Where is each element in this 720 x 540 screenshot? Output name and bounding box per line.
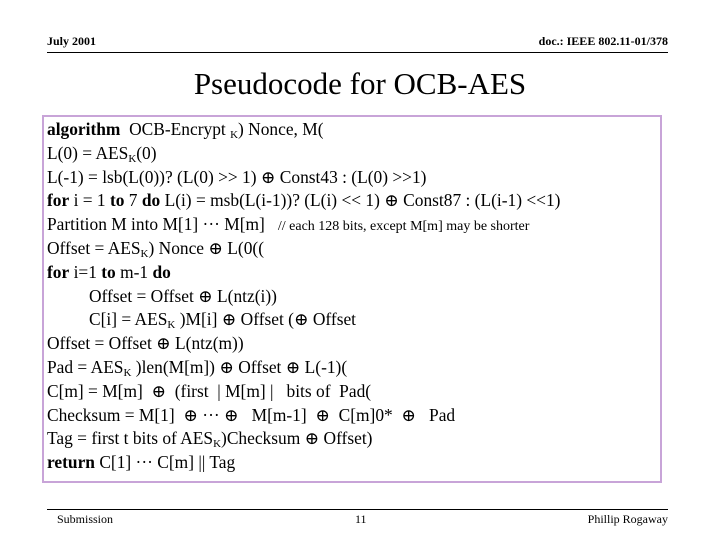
- subscript: K: [128, 152, 137, 165]
- subscript: K: [213, 438, 222, 451]
- code-line-9: $C[i] = AES_K$ )M[i] ⊕ Offset (⊕ Offset: [89, 309, 357, 332]
- code-line-10: Offset = Offset ⊕ L(ntz(m)): [47, 333, 244, 354]
- footer-author: Phillip Rogaway: [587, 512, 668, 526]
- header-divider: [47, 52, 668, 53]
- code-line-1: algorithm OCB-Encrypt $_K$) Nonce, M(: [47, 119, 324, 141]
- page-title: Pseudocode for OCB-AES: [193, 66, 527, 101]
- subscript: K: [123, 366, 132, 379]
- subscript: K: [167, 319, 176, 332]
- code-line-2: $L(0) = AES_K(0)$: [47, 142, 157, 165]
- code-line-14: Tag = first t bits of $AES_K)Checksum$ ⊕ Offset): [47, 428, 373, 451]
- header-date: July 2001: [47, 34, 97, 48]
- keyword-return: return: [47, 452, 95, 473]
- code-line-6: Offset = $AES_K$) Nonce ⊕ L(0((: [47, 237, 264, 260]
- code-line-13: Checksum = M[1] ⊕ ··· ⊕ M[m-1] ⊕ C[m]0* ⊕ Pad: [47, 404, 456, 425]
- code-line-3: L(-1) = lsb(L(0))? (L(0) >> 1) ⊕ Const43 : (L(0) >>1): [47, 166, 427, 187]
- code-line-4: for i = 1 to 7 do L(i) = msb(L(i-1))? (L(i) << 1) ⊕ Const87 : (L(i-1) <<1): [47, 190, 561, 211]
- footer-submission: Submission: [57, 512, 114, 526]
- keyword-algorithm: algorithm: [47, 119, 121, 139]
- code-line-7: for i=1 to m-1 do: [47, 261, 171, 282]
- code-line-15: return C[1] ··· C[m] || Tag: [47, 452, 236, 473]
- footer-page-number: 11: [355, 512, 367, 526]
- pseudocode-block: [47, 118, 662, 475]
- code-line-12: C[m] = M[m] ⊕ (first | M[m] | bits of Pad(: [47, 380, 372, 401]
- subscript: K: [140, 247, 149, 260]
- footer-divider: [47, 509, 668, 510]
- header-doc-id: doc.: IEEE 802.11-01/378: [538, 34, 668, 48]
- subscript: K: [230, 129, 239, 141]
- code-line-5: Partition M into M[1] ··· M[m] // each 128 bits, except M[m] may be shorter: [47, 214, 530, 235]
- code-line-11: Pad = $AES_K$ )len(M[m]) ⊕ Offset ⊕ L(-1)(: [47, 356, 348, 379]
- code-comment: // each 128 bits, except M[m] may be shorter: [277, 219, 530, 235]
- code-line-8: Offset = Offset ⊕ L(ntz(i)): [89, 285, 277, 306]
